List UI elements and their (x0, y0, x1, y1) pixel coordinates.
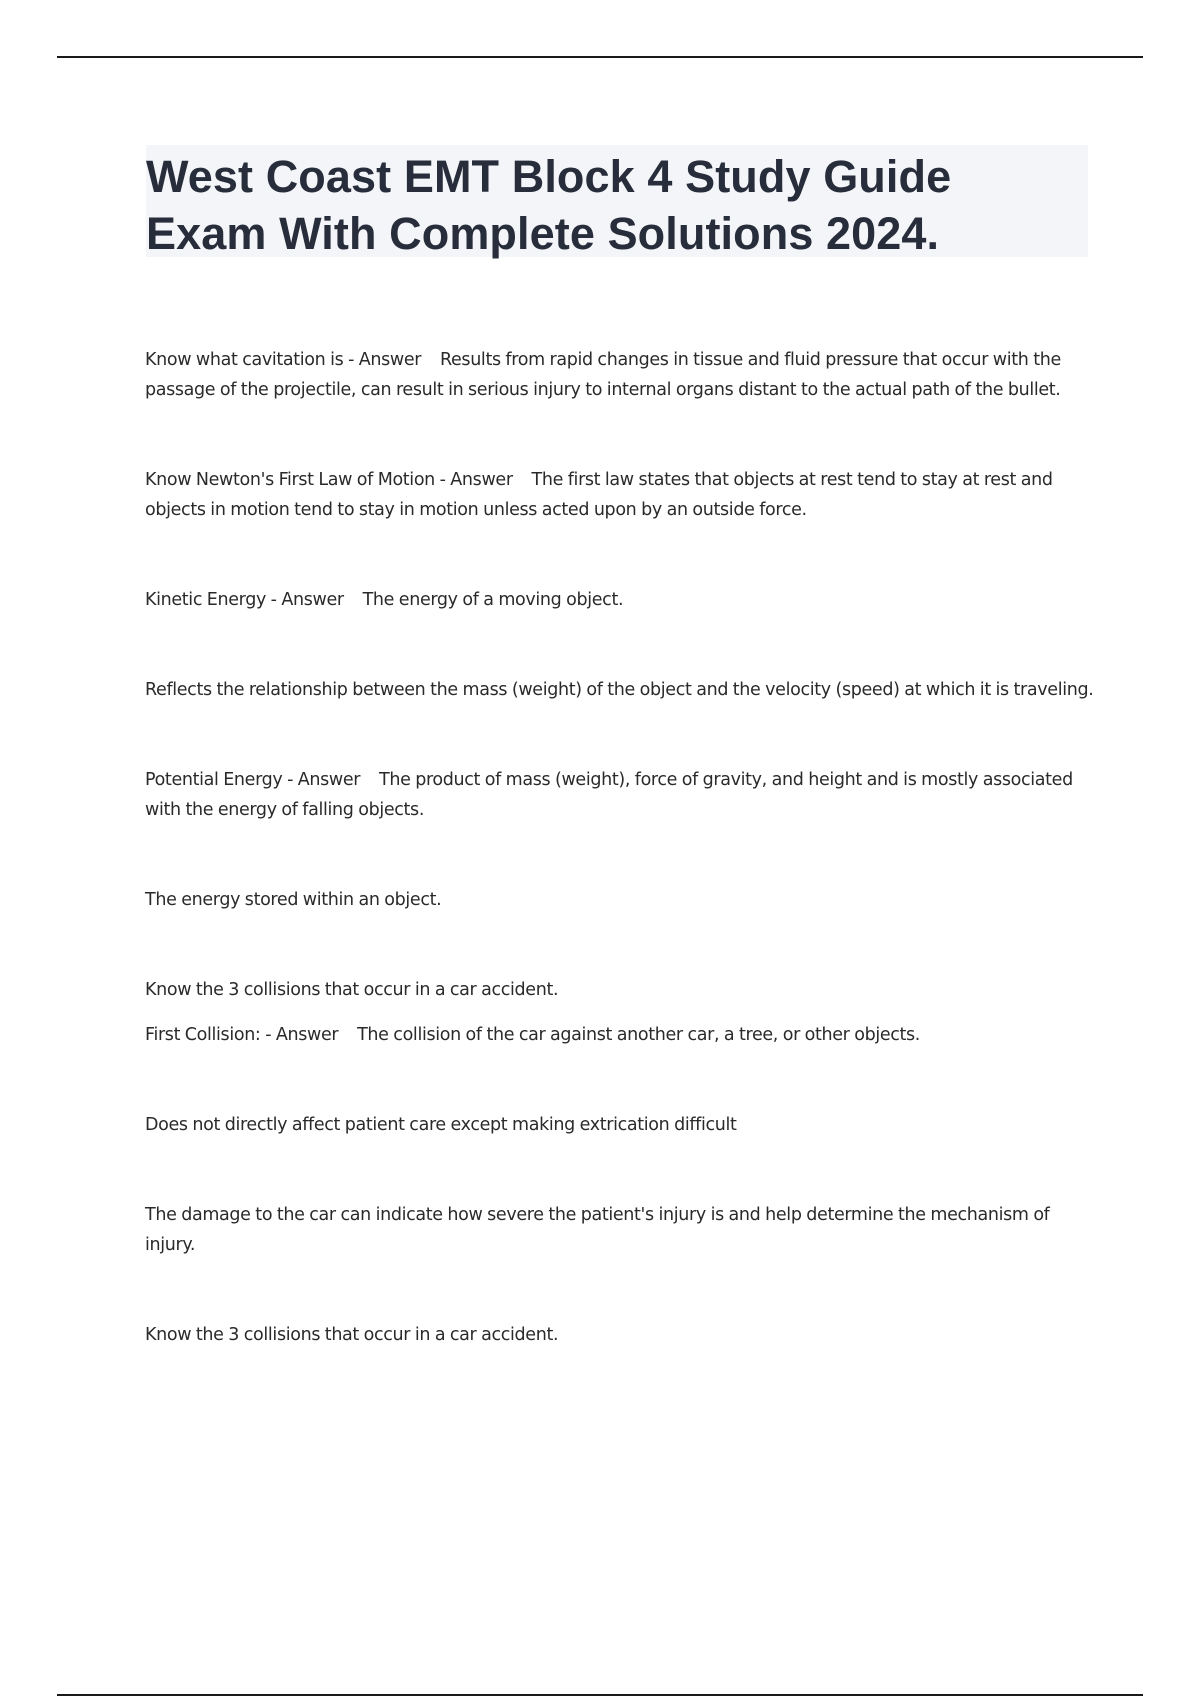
document-body (145, 345, 1095, 1350)
text-item: Does not directly affect patient care except making extrication difficult (145, 1115, 737, 1135)
qa-item (145, 585, 1095, 615)
title-block (146, 145, 1088, 257)
question: Kinetic Energy - Answer (145, 590, 344, 610)
answer: Results from rapid changes in tissue and fluid pressure that occur with the passage of the projectile, can result in serious injury to internal organs distant to the actual path of the bullet. (145, 350, 1061, 400)
qa-item (145, 465, 1095, 525)
top-rule (57, 56, 1143, 58)
answer: The energy of a moving object. (362, 590, 624, 610)
question: Potential Energy - Answer (145, 770, 361, 790)
title-line-2: Exam With Complete Solutions 2024. (146, 208, 940, 259)
qa-item (145, 345, 1095, 405)
question: First Collision: - Answer (145, 1025, 339, 1045)
qa-item (145, 765, 1095, 825)
text-item: The damage to the car can indicate how severe the patient's injury is and help determine the mechanism of injury. (145, 1205, 1050, 1255)
text-item: Know the 3 collisions that occur in a car accident. (145, 1325, 559, 1345)
qa-item (145, 1020, 1095, 1050)
bottom-rule (57, 1694, 1143, 1696)
question: Know what cavitation is - Answer (145, 350, 422, 370)
answer: The first law states that objects at rest tend to stay at rest and objects in motion tend to stay in motion unless acted upon by an outside force. (145, 470, 1053, 520)
title-line-1: West Coast EMT Block 4 Study Guide (146, 151, 952, 202)
text-item: Know the 3 collisions that occur in a car accident. (145, 980, 559, 1000)
question: Know Newton's First Law of Motion - Answer (145, 470, 513, 490)
text-item: Reflects the relationship between the mass (weight) of the object and the velocity (speed) at which it is traveling. (145, 680, 1094, 700)
answer: The product of mass (weight), force of gravity, and height and is mostly associated with the energy of falling objects. (145, 770, 1073, 820)
document-title (146, 145, 1088, 262)
answer: The collision of the car against another car, a tree, or other objects. (357, 1025, 921, 1045)
text-item: The energy stored within an object. (145, 890, 442, 910)
